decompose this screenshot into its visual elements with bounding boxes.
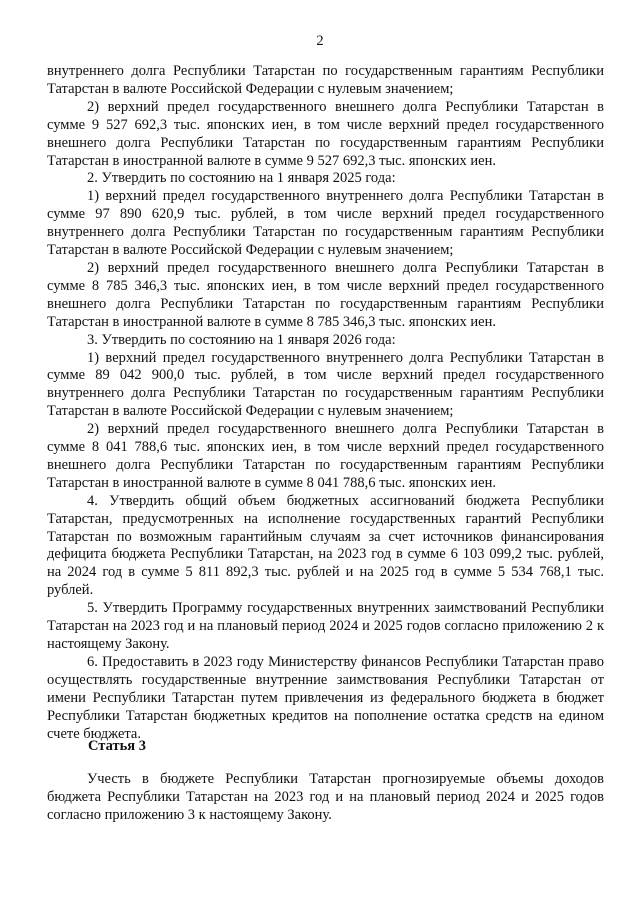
paragraph-clause-4: 4. Утвердить общий объем бюджетных ассигнований бюджета Республики Татарстан, предусмотренных на исполнение государственных гарантий Республики Татарстан по возможным гарантийным случаям за счет источников финансирования дефицита бюджета Республики Татарстан, на 2023 год в сумме 6 103 099,2 тыс. рублей, на 2024 год в сумме 5 811 892,3 тыс. рублей и на 2025 год в сумме 5 534 768,1 тыс. рублей.: [47, 492, 604, 599]
paragraph-item-1-internal-debt-2026: 1) верхний предел государственного внутреннего долга Республики Татарстан в сумме 89 042 900,0 тыс. рублей, в том числе верхний предел государственного внутреннего долга Республики Татарстан по государственным гарантиям Республики Татарстан в валюте Российской Федерации с нулевым значением;: [47, 349, 604, 420]
page-number: 2: [316, 33, 324, 49]
paragraph-item-2-external-debt-2025: 2) верхний предел государственного внешнего долга Республики Татарстан в сумме 8 785 346,3 тыс. японских иен, в том числе верхний предел государственного внешнего долга Республики Татарстан по государственным гарантиям Республики Татарстан в иностранной валюте в сумме 8 785 346,3 тыс. японских иен.: [47, 259, 604, 330]
law-text-block: [47, 63, 604, 743]
article-paragraph: Учесть в бюджете Республики Татарстан прогнозируемые объемы доходов бюджета Республики Татарстан на 2023 год и на плановый период 2024 и 2025 годов согласно приложению 3 к настоящему Закону.: [47, 771, 604, 823]
article-heading: Статья 3: [88, 738, 146, 754]
paragraph-clause-2: 2. Утвердить по состоянию на 1 января 2025 года:: [87, 170, 396, 187]
paragraph-clause-6: 6. Предоставить в 2023 году Министерству финансов Республики Татарстан право осуществлять государственные внутренние заимствования Республики Татарстан от имени Республики Татарстан путем привлечения из федерального бюджета в бюджет Республики Татарстан бюджетных кредитов на пополнение остатка средств на едином счете бюджета.: [47, 653, 604, 742]
paragraph-continuation: внутреннего долга Республики Татарстан по государственным гарантиям Республики Татарстан в валюте Российской Федерации с нулевым значением;: [47, 63, 604, 97]
paragraph-clause-3: 3. Утвердить по состоянию на 1 января 2026 года:: [87, 331, 396, 348]
paragraph-item-2-external-debt-2024: 2) верхний предел государственного внешнего долга Республики Татарстан в сумме 9 527 692,3 тыс. японских иен, в том числе верхний предел государственного внешнего долга Республики Татарстан по государственным гарантиям Республики Татарстан в иностранной валюте в сумме 9 527 692,3 тыс. японских иен.: [47, 98, 604, 169]
paragraph-item-2-external-debt-2026: 2) верхний предел государственного внешнего долга Республики Татарстан в сумме 8 041 788,6 тыс. японских иен, в том числе верхний предел государственного внешнего долга Республики Татарстан по государственным гарантиям Республики Татарстан в иностранной валюте в сумме 8 041 788,6 тыс. японских иен.: [47, 421, 604, 491]
article-body: [47, 771, 604, 825]
paragraph-clause-5: 5. Утвердить Программу государственных внутренних заимствований Республики Татарстан на 2023 год и на плановый период 2024 и 2025 годов согласно приложению 2 к настоящему Закону.: [47, 600, 604, 652]
paragraph-item-1-internal-debt-2025: 1) верхний предел государственного внутреннего долга Республики Татарстан в сумме 97 890 620,9 тыс. рублей, в том числе верхний предел государственного внутреннего долга Республики Татарстан по государственным гарантиям Республики Татарстан в валюте Российской Федерации с нулевым значением;: [47, 188, 604, 259]
